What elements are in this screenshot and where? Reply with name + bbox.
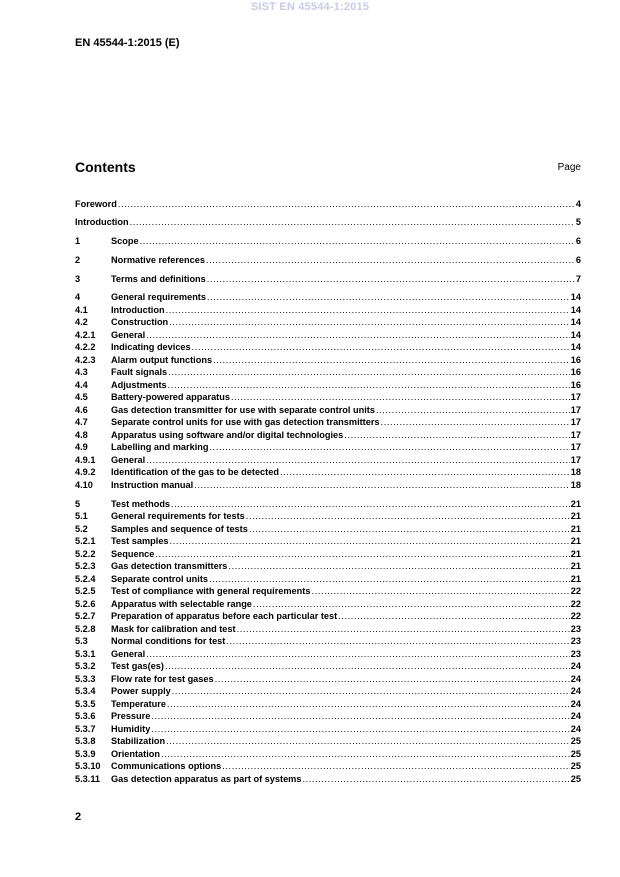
toc-entry[interactable] (75, 773, 581, 785)
toc-entry[interactable] (75, 698, 581, 710)
toc-entry-number: 5.3.9 (75, 749, 96, 759)
toc-entry-number: 5.2.3 (75, 561, 96, 571)
toc-entry-title: Terms and definitions (111, 274, 206, 284)
toc-entry-page: 17 (570, 392, 581, 402)
toc-entry-number: 5.3.2 (75, 661, 96, 671)
toc-entry-title: Normative references (111, 255, 205, 265)
toc-entry-page: 24 (570, 686, 581, 696)
toc-entry-title: Separate control units for use with gas detection transmitters (111, 417, 380, 427)
toc-entry-number: 4.9.2 (75, 467, 96, 477)
toc-leader-dots (207, 291, 570, 303)
toc-entry-page: 23 (570, 636, 581, 646)
toc-entry[interactable] (75, 598, 581, 610)
toc-entry[interactable] (75, 341, 581, 353)
toc-entry-number: 5.2.4 (75, 574, 96, 584)
toc-entry-page: 14 (570, 330, 581, 340)
toc-leader-dots (228, 560, 569, 572)
toc-entry-title: Adjustments (111, 380, 167, 390)
toc-entry-page: 21 (570, 549, 581, 559)
toc-entry-title: Pressure (111, 711, 151, 721)
toc-entry-number: 5.2.2 (75, 549, 96, 559)
toc-entry-page: 25 (570, 774, 581, 784)
toc-entry[interactable] (75, 648, 581, 660)
toc-leader-dots (165, 660, 570, 672)
toc-entry-number: 5.2.1 (75, 536, 96, 546)
toc-entry-title: Introduction (111, 305, 165, 315)
toc-entry[interactable] (75, 416, 581, 428)
toc-entry-title: General (111, 649, 146, 659)
toc-entry[interactable] (75, 560, 581, 572)
toc-entry-title: General (111, 330, 146, 340)
toc-leader-dots (166, 304, 570, 316)
toc-entry[interactable] (75, 316, 581, 328)
toc-leader-dots (344, 429, 569, 441)
toc-entry-number: 5.3.6 (75, 711, 96, 721)
toc-entry[interactable] (75, 391, 581, 403)
toc-entry-number: 5.2.7 (75, 611, 96, 621)
toc-entry-number: 4.1 (75, 305, 88, 315)
toc-entry-title: Samples and sequence of tests (111, 524, 248, 534)
toc-entry-title: Test gas(es) (111, 661, 164, 671)
toc-entry-page: 24 (570, 699, 581, 709)
toc-entry-title: Sequence (111, 549, 155, 559)
toc-leader-dots (207, 273, 575, 285)
page-number: 2 (75, 811, 82, 823)
toc-entry-page: 25 (570, 736, 581, 746)
toc-leader-dots (280, 466, 570, 478)
toc-entry-title: Power supply (111, 686, 171, 696)
toc-leader-dots (246, 510, 570, 522)
toc-leader-dots (172, 685, 570, 697)
toc-entry[interactable] (75, 273, 581, 285)
toc-entry-page: 25 (570, 749, 581, 759)
toc-leader-dots (140, 235, 575, 247)
toc-leader-dots (171, 498, 570, 510)
toc-entry-number: 4.10 (75, 480, 93, 490)
toc-leader-dots (166, 735, 570, 747)
toc-entry[interactable] (75, 685, 581, 697)
toc-entry-title: Communications options (111, 761, 222, 771)
toc-entry-title: Introduction (75, 217, 129, 227)
toc-entry-title: Temperature (111, 699, 166, 709)
toc-entry-number: 3 (75, 274, 81, 284)
toc-entry[interactable] (75, 673, 581, 685)
toc-leader-dots (338, 610, 570, 622)
toc-entry-title: Alarm output functions (111, 355, 213, 365)
toc-entry-page: 18 (570, 480, 581, 490)
toc-entry[interactable] (75, 429, 581, 441)
toc-entry-title: Instruction manual (111, 480, 194, 490)
toc-entry-number: 5 (75, 499, 81, 509)
toc-entry[interactable] (75, 198, 581, 210)
toc-entry-number: 5.2.6 (75, 599, 96, 609)
toc-entry-page: 14 (570, 342, 581, 352)
toc-entry-number: 5.3.4 (75, 686, 96, 696)
toc-entry[interactable] (75, 254, 581, 266)
toc-entry-page: 21 (570, 561, 581, 571)
page-column-label: Page (557, 162, 581, 173)
toc-entry-title: Construction (111, 317, 169, 327)
toc-entry-number: 4.6 (75, 405, 88, 415)
toc-entry-title: Normal conditions for test (111, 636, 226, 646)
toc-entry-title: Test of compliance with general requirements (111, 586, 311, 596)
toc-leader-dots (192, 341, 570, 353)
toc-entry-title: General (111, 455, 146, 465)
toc-entry[interactable] (75, 548, 581, 560)
toc-entry-number: 5.3 (75, 636, 88, 646)
toc-entry-title: Indicating devices (111, 342, 191, 352)
toc-leader-dots (151, 710, 569, 722)
contents-heading: Contents (75, 159, 136, 175)
toc-entry[interactable] (75, 635, 581, 647)
toc-entry-page: 22 (570, 599, 581, 609)
toc-entry-number: 2 (75, 255, 81, 265)
toc-leader-dots (146, 648, 570, 660)
toc-entry-number: 4.2.3 (75, 355, 96, 365)
toc-entry[interactable] (75, 710, 581, 722)
toc-entry-number: 5.3.11 (75, 774, 101, 784)
toc-entry-number: 4.9.1 (75, 455, 96, 465)
toc-leader-dots (222, 760, 570, 772)
toc-entry[interactable] (75, 235, 581, 247)
toc-entry-title: Orientation (111, 749, 161, 759)
toc-entry[interactable] (75, 523, 581, 535)
toc-leader-dots (130, 216, 575, 228)
toc-entry-number: 5.2.5 (75, 586, 96, 596)
toc-leader-dots (209, 573, 570, 585)
toc-leader-dots (146, 329, 570, 341)
toc-entry-page: 17 (570, 417, 581, 427)
toc-leader-dots (253, 598, 570, 610)
toc-entry-title: Test samples (111, 536, 169, 546)
toc-leader-dots (155, 548, 569, 560)
toc-leader-dots (237, 623, 570, 635)
toc-leader-dots (215, 673, 570, 685)
toc-entry-number: 5.3.10 (75, 761, 101, 771)
toc-entry[interactable] (75, 216, 581, 228)
toc-leader-dots (381, 416, 570, 428)
toc-entry-title: Apparatus with selectable range (111, 599, 252, 609)
toc-entry-title: Separate control units (111, 574, 208, 584)
toc-entry-number: 4.2 (75, 317, 88, 327)
toc-leader-dots (213, 354, 570, 366)
toc-entry-title: Humidity (111, 724, 151, 734)
toc-entry[interactable] (75, 479, 581, 491)
toc-entry-page: 6 (575, 255, 581, 265)
toc-entry[interactable] (75, 366, 581, 378)
toc-entry-page: 25 (570, 761, 581, 771)
toc-entry-page: 6 (575, 236, 581, 246)
toc-entry-page: 14 (570, 305, 581, 315)
toc-entry-number: 5.2.8 (75, 624, 96, 634)
toc-entry-page: 24 (570, 711, 581, 721)
toc-entry-number: 4.8 (75, 430, 88, 440)
toc-entry-page: 24 (570, 661, 581, 671)
toc-entry-title: Gas detection transmitter for use with separate control units (111, 405, 375, 415)
toc-entry[interactable] (75, 585, 581, 597)
toc-entry-page: 22 (570, 611, 581, 621)
toc-entry-number: 4.4 (75, 380, 88, 390)
toc-entry-page: 18 (570, 467, 581, 477)
toc-entry[interactable] (75, 573, 581, 585)
toc-entry[interactable] (75, 723, 581, 735)
toc-entry-number: 5.1 (75, 511, 88, 521)
toc-entry-title: Flow rate for test gases (111, 674, 214, 684)
toc-entry-number: 4.2.2 (75, 342, 96, 352)
toc-entry[interactable] (75, 329, 581, 341)
toc-leader-dots (168, 379, 570, 391)
toc-leader-dots (167, 698, 570, 710)
toc-entry-title: General requirements (111, 292, 206, 302)
toc-leader-dots (151, 723, 569, 735)
toc-entry-number: 5.3.5 (75, 699, 96, 709)
toc-entry-page: 17 (570, 430, 581, 440)
toc-entry-number: 4.2.1 (75, 330, 96, 340)
toc-leader-dots (210, 441, 570, 453)
toc-leader-dots (170, 535, 570, 547)
toc-entry[interactable] (75, 379, 581, 391)
toc-entry-title: Apparatus using software and/or digital technologies (111, 430, 344, 440)
toc-leader-dots (376, 404, 570, 416)
toc-entry[interactable] (75, 404, 581, 416)
toc-entry-number: 4.3 (75, 367, 88, 377)
toc-entry-number: 1 (75, 236, 81, 246)
toc-entry-page: 5 (575, 217, 581, 227)
toc-leader-dots (168, 366, 570, 378)
toc-entry-number: 5.3.7 (75, 724, 96, 734)
toc-leader-dots (231, 391, 570, 403)
toc-entry-page: 23 (570, 649, 581, 659)
toc-entry-page: 24 (570, 724, 581, 734)
toc-entry-title: Labelling and marking (111, 442, 209, 452)
toc-entry-page: 24 (570, 674, 581, 684)
toc-leader-dots (206, 254, 575, 266)
toc-entry-page: 22 (570, 586, 581, 596)
toc-entry-page: 21 (570, 536, 581, 546)
toc-leader-dots (311, 585, 569, 597)
toc-entry[interactable] (75, 441, 581, 453)
toc-entry-title: Fault signals (111, 367, 168, 377)
toc-leader-dots (226, 635, 569, 647)
toc-entry-page: 14 (570, 292, 581, 302)
toc-entry-title: Foreword (75, 199, 117, 209)
toc-entry-page: 7 (575, 274, 581, 284)
toc-entry[interactable] (75, 304, 581, 316)
toc-leader-dots (169, 316, 570, 328)
toc-entry-page: 17 (570, 442, 581, 452)
toc-entry[interactable] (75, 760, 581, 772)
toc-entry-number: 5.3.1 (75, 649, 96, 659)
toc-entry[interactable] (75, 291, 581, 303)
toc-entry-number: 4 (75, 292, 81, 302)
toc-entry[interactable] (75, 660, 581, 672)
toc-entry-title: Test methods (111, 499, 171, 509)
toc-entry-number: 5.3.8 (75, 736, 96, 746)
toc-entry[interactable] (75, 498, 581, 510)
toc-entry-number: 4.5 (75, 392, 88, 402)
toc-entry-title: Scope (111, 236, 139, 246)
toc-entry-page: 21 (570, 499, 581, 509)
toc-entry-title: Battery-powered apparatus (111, 392, 230, 402)
toc-entry-page: 17 (570, 405, 581, 415)
toc-entry-title: Gas detection transmitters (111, 561, 228, 571)
toc-leader-dots (161, 748, 570, 760)
toc-entry[interactable] (75, 535, 581, 547)
toc-entry-page: 21 (570, 511, 581, 521)
toc-entry[interactable] (75, 610, 581, 622)
toc-entry-page: 21 (570, 524, 581, 534)
toc-entry[interactable] (75, 735, 581, 747)
toc-entry[interactable] (75, 623, 581, 635)
toc-entry-page: 16 (570, 355, 581, 365)
toc-entry-page: 16 (570, 380, 581, 390)
toc-entry-number: 5.3.3 (75, 674, 96, 684)
toc-entry-page: 14 (570, 317, 581, 327)
toc-leader-dots (194, 479, 570, 491)
toc-entry[interactable] (75, 454, 581, 466)
toc-entry-title: Preparation of apparatus before each particular test (111, 611, 338, 621)
toc-entry[interactable] (75, 354, 581, 366)
toc-entry-page: 4 (575, 199, 581, 209)
toc-entry[interactable] (75, 748, 581, 760)
toc-entry-number: 4.7 (75, 417, 88, 427)
toc-entry[interactable] (75, 466, 581, 478)
toc-entry-title: Stabilization (111, 736, 166, 746)
toc-entry-page: 17 (570, 455, 581, 465)
toc-leader-dots (302, 773, 569, 785)
document-id: EN 45544-1:2015 (E) (75, 37, 180, 49)
toc-entry-page: 16 (570, 367, 581, 377)
toc-entry-number: 5.2 (75, 524, 88, 534)
toc-entry-page: 21 (570, 574, 581, 584)
toc-leader-dots (146, 454, 570, 466)
toc-entry-title: Identification of the gas to be detected (111, 467, 279, 477)
toc-entry-number: 4.9 (75, 442, 88, 452)
toc-leader-dots (249, 523, 570, 535)
toc-entry[interactable] (75, 510, 581, 522)
watermark: SIST EN 45544-1:2015 (250, 1, 370, 13)
toc-entry-title: Gas detection apparatus as part of systems (111, 774, 302, 784)
toc-entry-page: 23 (570, 624, 581, 634)
toc-entry-title: Mask for calibration and test (111, 624, 236, 634)
toc-leader-dots (118, 198, 575, 210)
toc-entry-title: General requirements for tests (111, 511, 245, 521)
